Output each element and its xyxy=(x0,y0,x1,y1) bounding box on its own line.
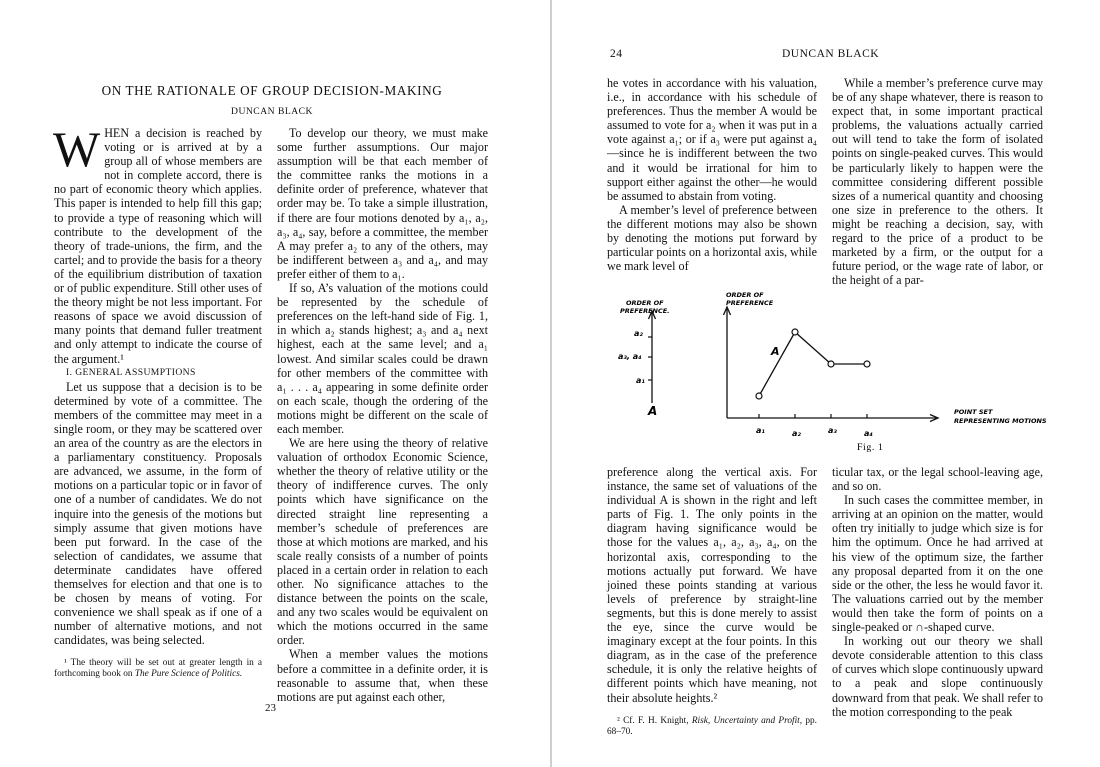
right-column-2 xyxy=(832,76,1043,287)
curve-segment xyxy=(795,332,831,364)
section-heading: I. GENERAL ASSUMPTIONS xyxy=(66,366,196,378)
lead-word: HEN xyxy=(104,126,130,140)
figure-svg xyxy=(592,285,1052,460)
footnote-text: ¹ The theory will be set out at greater length in a forthcoming book on xyxy=(54,658,262,680)
drop-cap: W xyxy=(53,121,101,177)
intro-text: a decision is reached by voting or is arrived at by a group all of whose members are not in complete accord, there is no part of economic theory which applies. This paper is intended to help fill this gap; to provide a type of reasoning which will contribute to the development of the theory of trade-unions, the firm, and the cartel; and to provide the basis for a theory of the equilibrium distribution of taxation or of public expenditure. Still other uses of the theory might be not less important. For reasons of space we avoid discussion of many points that demand fuller treatment and only attempt to indicate the course of the argument.¹ xyxy=(54,126,262,366)
right-column-4 xyxy=(832,465,1043,719)
page-number: 24 xyxy=(610,48,623,60)
left-scale-title-line2: PREFERENCE. xyxy=(620,307,670,315)
x-tick-label: a₃ xyxy=(828,426,837,435)
paragraph: To develop our theory, we must make some further assumptions. Our major assumption will be that each member of the committee ranks the motions in a definite order of preference, whatever that order may be. To take a simple illustration, if there are four motions denoted by a₁, a₂, a₃, a₄, say, before a committee, the member A may prefer a₂ to any of the others, may be indifferent between a₃ and a₄, and may prefer either of them to a₁. xyxy=(277,126,488,281)
left-scale-label-a1: a₁ xyxy=(636,376,645,385)
intro-paragraph xyxy=(53,121,262,366)
curve-label-A: A xyxy=(771,345,780,358)
left-column-1 xyxy=(53,121,262,680)
x-tick-label: a₁ xyxy=(756,426,765,435)
left-scale-label-a2: a₂ xyxy=(634,329,643,338)
footnote-book-title: Risk, Uncertainty and Profit, xyxy=(691,715,803,726)
article-title: ON THE RATIONALE OF GROUP DECISION-MAKING xyxy=(101,83,443,98)
paragraph: Let us suppose that a decision is to be determined by vote of a committee. The members of the committee may meet in a single room, or they may be scattered over an area of the country as are the electors in a parliamentary constituency. Proposals are advanced, we assume, in the form of motions on a particular topic or in favor of one of a number of candidates. We do not inquire into the genesis of the motions but simply assume that given motions have been put forward. In the case of the selection of candidates, we assume that determinate candidates have offered themselves for election and that one is to be chosen by means of voting. For convenience we shall speak as if one of a number of alternative motions, and not candidates, was being selected. xyxy=(54,379,262,648)
data-point-1 xyxy=(756,393,762,399)
left-scale-title-line1: ORDER OF xyxy=(626,299,664,307)
paragraph: In such cases the committee member, in arriving at an opinion on the matter, would often try initially to judge which size is for him the optimum. Once he had arrived at his view of the optimum size, the farther any proposal departed from it on the one side or the other, the less he would favor it. The valuations carried out by the member would then take the form of points on a single-peaked or ∩-shaped curve. xyxy=(832,493,1043,635)
footnote-pages: pp. 68–70. xyxy=(607,715,817,737)
left-scale-member-label: A xyxy=(648,404,658,418)
page-number: 23 xyxy=(265,702,276,714)
right-page xyxy=(552,0,1100,767)
paragraph: ticular tax, or the legal school-leaving age, and so on. xyxy=(832,465,1043,494)
x-axis-title-line2: REPRESENTING MOTIONS xyxy=(954,417,1047,425)
figure-caption: Fig. 1 xyxy=(857,442,884,453)
footnote xyxy=(607,716,817,738)
paragraph: In working out our theory we shall devote considerable attention to this class of curves which slope continuously upward to a peak and slope continuously downward from that peak. We shall refer to the motion corresponding to the peak xyxy=(832,634,1043,719)
left-scale-label-a3-a4: a₃, a₄ xyxy=(618,352,642,361)
data-point-4 xyxy=(864,361,870,367)
paragraph: While a member’s preference curve may be of any shape whatever, there is reason to expect that, in some important practical problems, the valuations actually carried out will tend to take the form of isolated points on single-peaked curves. This would be particularly likely to happen were the committee considering different possible sizes of a numerical quantity and choosing one size in preference to the others. It might be reaching a decision, say, with regard to the price of a product to be marketed by a firm, or the output for a future period, or the wage rate of labor, or the height of a par- xyxy=(832,76,1043,288)
x-tick-label: a₄ xyxy=(864,429,873,438)
footnote-text: ² Cf. F. H. Knight, xyxy=(617,715,692,726)
right-column-1 xyxy=(607,76,817,273)
left-column-2 xyxy=(277,126,488,704)
paragraph: We are here using the theory of relative valuation of orthodox Economic Science, whether the theory of relative utility or the theory of indifference curves. The only points which have significance on the directed straight line representing a member’s schedule of preferences are those at which motions are marked, and his scale really consists of a number of points placed in a certain order in relation to each other. No significance attaches to the distance between the points on the scale, and any two scales would be equivalent on which the motions occurred in the same order. xyxy=(277,436,488,648)
data-point-2 xyxy=(792,329,798,335)
footnote-book-title: The Pure Science of Politics. xyxy=(134,669,243,680)
paragraph: When a member values the motions before a committee in a definite order, it is reasonable to assume that, when these motions are put against each other, xyxy=(277,647,488,704)
paragraph: preference along the vertical axis. For instance, the same set of valuations of the individual A is shown in the right and left parts of Fig. 1. The only points in the diagram having significance would be those for the values a₁, a₂, a₃, a₄, on the horizontal axis, corresponding to the motions actually put forward. We have joined these points standing at various levels of preference by straight-line segments, but this is done merely to assist the eye, since the curve would be imaginary except at the four points. In this diagram, as in the case of the preference schedule, it is only the relative heights of different points which have meaning, not their absolute heights.² xyxy=(607,465,817,705)
running-head: DUNCAN BLACK xyxy=(782,48,880,60)
paragraph: he votes in accordance with his valuation, i.e., in accordance with his schedule of preferences. Thus the member A would be assumed to vote for a₂ when it was put in a vote against a₁; or if a₃ were put against a₄—since he is indifferent between the two and it would be irrational for him to support either against the other—he would be assumed to abstain from voting. xyxy=(607,76,817,203)
paragraph: If so, A’s valuation of the motions could be represented by the schedule of preferences on the left-hand side of Fig. 1, in which a₂ stands highest; a₃ and a₄ next highest, each at the same level; and a₁ lowest. And similar scales could be drawn for other members of the committee with a₁ . . . a₄ appearing in some definite order on each scale, though the ordering of the motions might be different on the scale of each member. xyxy=(277,281,488,436)
paragraph: A member’s level of preference between the different motions may also be shown by denoting the motions put forward by particular points on a horizontal axis, while we mark level of xyxy=(607,202,817,274)
figure-1 xyxy=(592,285,1052,460)
y-axis-title-line1: ORDER OF xyxy=(726,291,764,299)
data-point-3 xyxy=(828,361,834,367)
article-author: DUNCAN BLACK xyxy=(231,106,313,117)
y-axis-title-line2: PREFERENCE xyxy=(726,299,774,307)
footnote xyxy=(54,658,262,680)
x-axis-title-line1: POINT SET xyxy=(954,408,993,416)
curve-segment xyxy=(759,332,795,396)
x-tick-label: a₂ xyxy=(792,429,801,438)
right-column-3 xyxy=(607,465,817,738)
